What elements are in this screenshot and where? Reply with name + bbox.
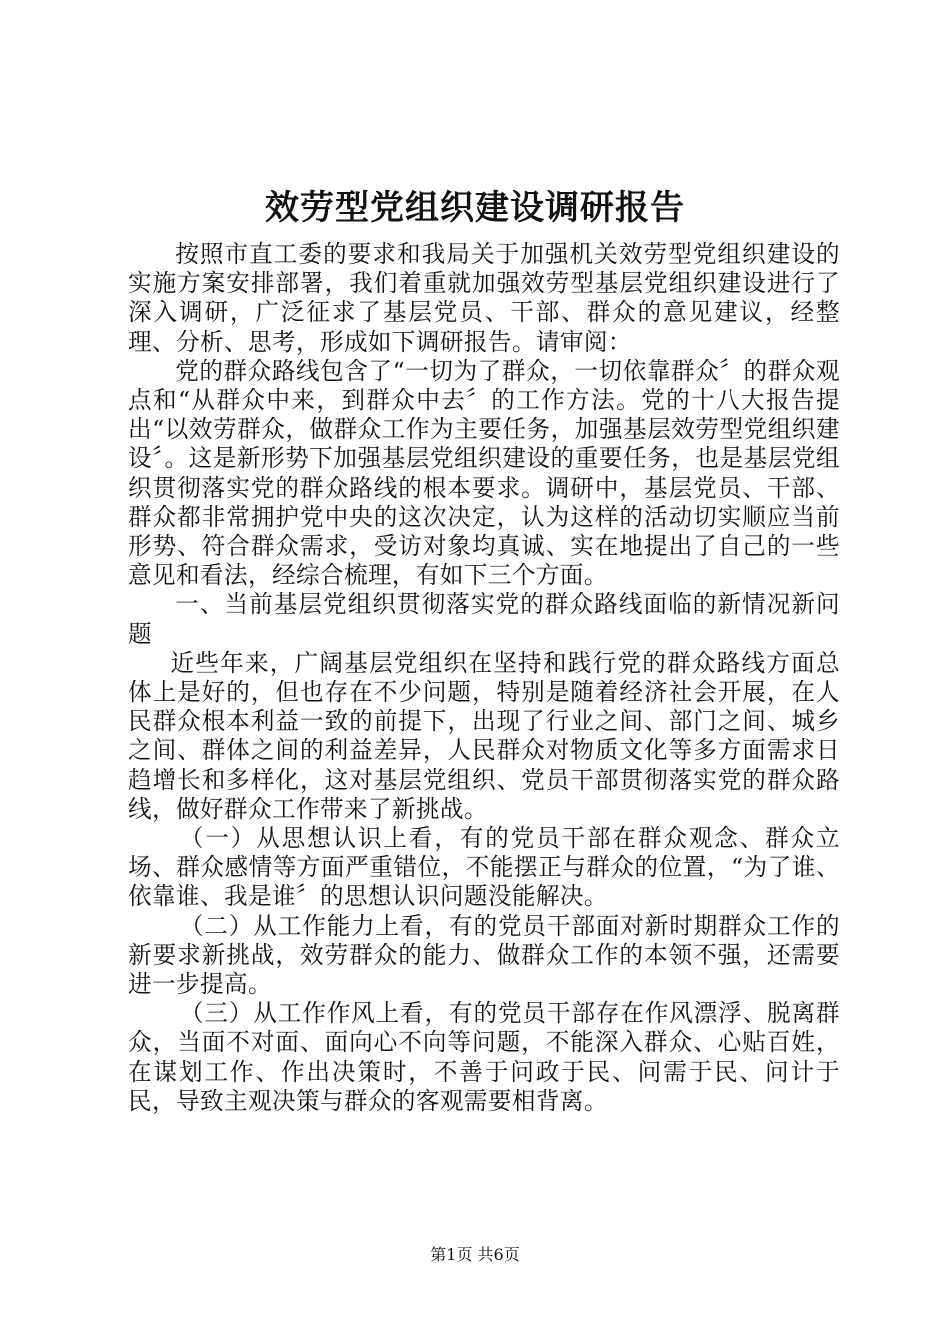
paragraph-recent-years: 近些年来，广阔基层党组织在坚持和践行党的群众路线方面总体上是好的，但也存在不少问题，特别是随着经济社会开展，在人民群众根本利益一致的前提下，出现了行业之间、部门之间、城乡之间、群体之间的利益差异，人民群众对物质文化等多方面需求日趋增长和多样化，这对基层党组织、党员干部贯彻落实党的群众路线，做好群众工作带来了新挑战。 [128, 648, 840, 823]
section-heading-1: 一、当前基层党组织贯彻落实党的群众路线面临的新情况新问题 [128, 590, 840, 648]
document-title: 效劳型党组织建设调研报告 [265, 188, 685, 228]
paragraph-intro: 按照市直工委的要求和我局关于加强机关效劳型党组织建设的实施方案安排部署，我们着重就加强效劳型基层党组织建设进行了深入调研，广泛征求了基层党员、干部、群众的意见建议，经整理、分析、思考，形成如下调研报告。请审阅： [128, 240, 840, 356]
paragraph-mass-line: 党的群众路线包含了“一切为了群众，一切依靠群众〞的群众观点和“从群众中来，到群众中去〞的工作方法。党的十八大报告提出“以效劳群众，做群众工作为主要任务，加强基层效劳型党组织建设〞。这是新形势下加强基层党组织建设的重要任务，也是基层党组织贯彻落实党的群众路线的根本要求。调研中，基层党员、干部、群众都非常拥护党中央的这次决定，认为这样的活动切实顺应当前形势、符合群众需求，受访对象均真诚、实在地提出了自己的一些意见和看法，经综合梳理，有如下三个方面。 [128, 356, 840, 590]
document-body [128, 240, 840, 1116]
paragraph-item-1: （一）从思想认识上看，有的党员干部在群众观念、群众立场、群众感情等方面严重错位，不能摆正与群众的位置，“为了谁、依靠谁、我是谁〞的思想认识问题没能解决。 [128, 824, 840, 911]
paragraph-item-3: （三）从工作作风上看，有的党员干部存在作风漂浮、脱离群众，当面不对面、面向心不向等问题，不能深入群众、心贴百姓，在谋划工作、作出决策时，不善于问政于民、问需于民、问计于民，导致主观决策与群众的客观需要相背离。 [128, 999, 840, 1115]
paragraph-item-2: （二）从工作能力上看，有的党员干部面对新时期群众工作的新要求新挑战，效劳群众的能力、做群众工作的本领不强，还需要进一步提高。 [128, 911, 840, 999]
page-number: 第1页 共6页 [430, 1245, 520, 1264]
